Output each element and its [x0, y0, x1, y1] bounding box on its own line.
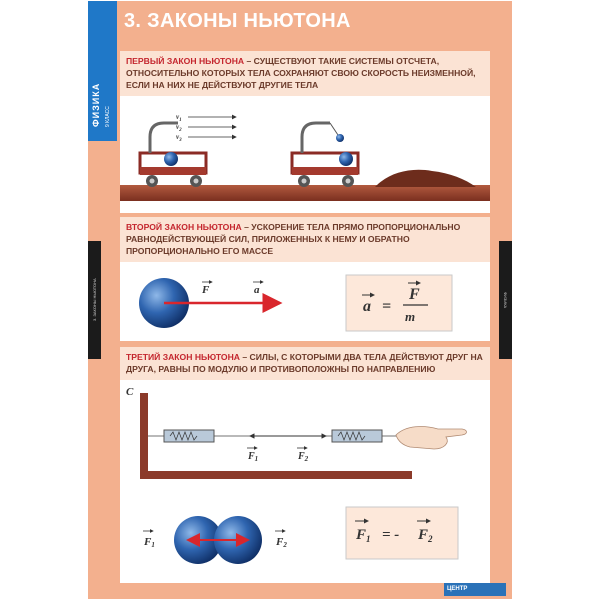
velocity-v3-label: v	[176, 133, 180, 141]
svg-text:F1: $F_1$	[356, 527, 371, 544]
dynamometer-left	[164, 430, 214, 442]
subject-label: ФИЗИКА	[91, 82, 101, 127]
ball-on-cart-2	[339, 152, 353, 166]
third-law-name: ТРЕТИЙ ЗАКОН НЬЮТОНА	[126, 352, 240, 362]
svg-text:F2: $F_2$	[418, 527, 433, 544]
second-law-text: ВТОРОЙ ЗАКОН НЬЮТОНА – УСКОРЕНИЕ ТЕЛА ПРЯМО ПРОПОРЦИОНАЛЬНО РАВНОДЕЙСТВУЮЩЕЙ СИЛ, ПРИЛОЖЕННЫХ К НЕМУ И ОБРАТНО ПРОПОРЦИОНАЛЬНО ЕГО МАССЕ	[120, 217, 490, 262]
formula-equals: =	[382, 298, 392, 315]
third-law-text: ТРЕТИЙ ЗАКОН НЬЮТОНА – СИЛЫ, С КОТОРЫМИ ДВА ТЕЛА ДЕЙСТВУЮТ ДРУГ НА ДРУГА, РАВНЫ ПО МОДУЛЮ И ПРОТИВОПОЛОЖНЫ ПО НАПРАВЛЕНИЮ	[120, 347, 490, 380]
svg-text:v3: $v_3$	[176, 133, 182, 143]
floor-beam	[140, 471, 412, 479]
svg-text:v2: $v_2$	[176, 123, 182, 133]
first-law-section	[120, 51, 490, 213]
wall-label: C	[126, 386, 134, 398]
third-law-section	[120, 347, 490, 583]
string-force-f1: F	[248, 451, 255, 462]
formula-equals-minus: = -	[382, 527, 400, 543]
dirt-pile	[375, 170, 476, 187]
svg-text:F1: F1	[144, 536, 155, 549]
formula-F: F	[409, 286, 420, 303]
cart-moving	[140, 123, 206, 187]
ball-swung	[336, 134, 344, 142]
ball-on-cart-1	[164, 152, 178, 166]
svg-text:F2: $F_2$	[298, 451, 309, 463]
string-force-f2: F	[298, 451, 305, 462]
formula-F1: F	[356, 527, 367, 543]
hand	[396, 427, 467, 449]
velocity-v2-label: v	[176, 123, 180, 131]
svg-text:v1: $v_1$	[176, 113, 182, 123]
formula-F2: F	[418, 527, 429, 543]
second-law-illustration	[120, 267, 490, 341]
second-law-formula-box	[346, 275, 452, 331]
third-law-illustration	[120, 385, 490, 583]
cart-stopped	[292, 123, 358, 187]
poster	[88, 1, 512, 599]
formula-m: m	[405, 309, 416, 324]
second-law-section	[120, 217, 490, 341]
acceleration-label: a	[254, 284, 260, 296]
first-law-illustration	[120, 101, 490, 213]
formula-a: a	[363, 298, 371, 315]
publisher-logo: ЦЕНТР	[444, 583, 506, 596]
grade-label: 9 КЛАСС	[105, 106, 111, 127]
page-title: 3. ЗАКОНЫ НЬЮТОНА	[124, 10, 351, 32]
velocity-v1-label: v	[176, 113, 180, 121]
force-label: F	[202, 284, 210, 296]
svg-text:F2: F2	[276, 536, 287, 549]
ball-force-f2: F	[276, 536, 284, 548]
svg-text:F1: $F_1$	[248, 451, 259, 463]
ball-force-f1: F	[144, 536, 152, 548]
right-tab-label: ФИЗИКА	[503, 291, 508, 309]
left-tab	[88, 241, 101, 359]
first-law-text: ПЕРВЫЙ ЗАКОН НЬЮТОНА – СУЩЕСТВУЮТ ТАКИЕ СИСТЕМЫ ОТСЧЕТА, ОТНОСИТЕЛЬНО КОТОРЫХ ТЕЛА СОХРАНЯЮТ СВОЮ СКОРОСТЬ НЕИЗМЕННОЙ, ЕСЛИ НА НИХ НЕ ДЕЙСТВУЮТ ДРУГИЕ ТЕЛА	[120, 51, 490, 96]
first-law-name: ПЕРВЫЙ ЗАКОН НЬЮТОНА	[126, 56, 245, 66]
floor	[120, 185, 490, 201]
dynamometer-right	[332, 430, 382, 442]
second-law-name: ВТОРОЙ ЗАКОН НЬЮТОНА	[126, 222, 242, 232]
subject-strip	[88, 1, 117, 141]
wall	[140, 393, 148, 479]
left-tab-label: 3. ЗАКОНЫ НЬЮТОНА	[92, 278, 97, 322]
right-tab	[499, 241, 512, 359]
